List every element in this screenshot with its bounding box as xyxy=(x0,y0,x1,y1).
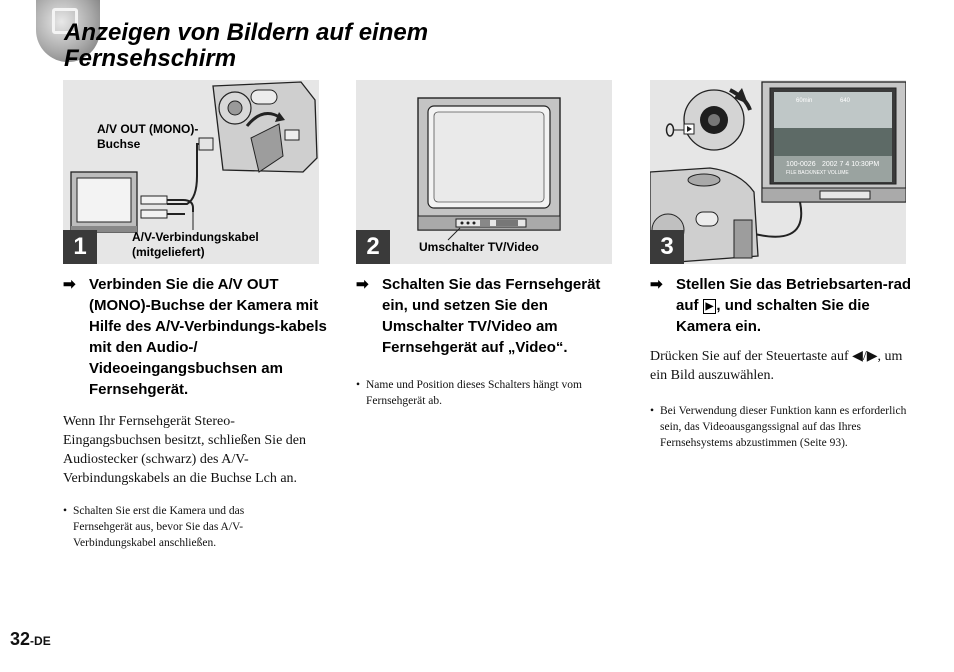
step-3-note: • Bei Verwendung dieser Funktion kann es erforderlich sein, das Videoausgangssignal auf das Ihres Fernsehsystems abzustimmen (Seite 93). xyxy=(650,405,907,449)
tv-icon xyxy=(71,172,137,232)
step-1-body-text: Wenn Ihr Fernsehgerät Stereo-Eingangsbuchsen besitzt, schließen Sie den Audiostecker (schwarz) des A/V-Verbindungskabels an die Buchse Lch an. xyxy=(63,414,306,486)
screen-battery-text: 60min xyxy=(796,98,813,104)
screen-file-number: 100-0026 xyxy=(786,161,816,168)
title-line-1: Anzeigen von Bildern auf einem xyxy=(64,19,429,46)
tv-front-illustration xyxy=(356,80,612,264)
step-1-note: • Schalten Sie erst die Kamera und das Fernsehgerät aus, bevor Sie das A/V-Verbindungskabel anschließen. xyxy=(63,505,245,549)
bullet-icon: • xyxy=(63,505,68,517)
step-1-instruction: ➡ Verbinden Sie die A/V OUT (MONO)-Buchse der Kamera mit Hilfe des A/V-Verbindungs-kabels mit den Audio-/ Videoeingangsbuchsen am Fernsehgerät. xyxy=(63,276,327,398)
step-number-2: 2 xyxy=(356,230,390,264)
av-cable-label: A/V-Verbindungskabel (mitgeliefert) xyxy=(132,230,259,259)
page-title xyxy=(64,20,428,72)
av-out-jack-label: A/V OUT (MONO)- Buchse xyxy=(97,122,199,151)
step-2-instruction: ➡ Schalten Sie das Fernsehgerät ein, und setzen Sie den Umschalter TV/Video am Fernsehgerät auf „Video“. xyxy=(356,276,601,356)
step-arrow-icon: ➡ xyxy=(63,276,76,293)
title-line-2: Fernsehschirm xyxy=(64,45,237,72)
step-number-3: 3 xyxy=(650,230,684,264)
tv-icon xyxy=(762,82,906,202)
bullet-icon: • xyxy=(356,379,361,391)
illustration-step-3 xyxy=(650,80,906,264)
camera-icon xyxy=(213,82,317,172)
page-number: 32-DE xyxy=(10,629,51,649)
mode-dial-tv-screen-illustration xyxy=(650,80,906,264)
screen-size-text: 640 xyxy=(840,98,851,104)
step-2-note: • Name und Position dieses Schalters hängt vom Fernsehgerät ab. xyxy=(356,379,582,407)
illustration-step-1 xyxy=(63,80,319,264)
tv-icon xyxy=(418,98,560,230)
mode-dial-icon xyxy=(667,88,751,150)
step-3-body-text: Drücken Sie auf der Steuertaste auf ◀/▶, um ein Bild auszuwählen. xyxy=(650,349,903,383)
illustration-step-2 xyxy=(356,80,612,264)
step-3-instruction: ➡ Stellen Sie das Betriebsarten-rad auf ▶ , und schalten Sie die Kamera ein. xyxy=(650,276,912,335)
step-number-1: 1 xyxy=(63,230,97,264)
screen-date: 2002 7 4 10:30PM xyxy=(822,161,880,168)
step-arrow-icon: ➡ xyxy=(650,276,663,293)
screen-hints: FILE BACK/NEXT VOLUME xyxy=(786,170,849,176)
playback-mode-icon: ▶ xyxy=(703,299,717,314)
tv-video-switch-label: Umschalter TV/Video xyxy=(419,240,539,254)
bullet-icon: • xyxy=(650,405,655,417)
step-arrow-icon: ➡ xyxy=(356,276,369,293)
